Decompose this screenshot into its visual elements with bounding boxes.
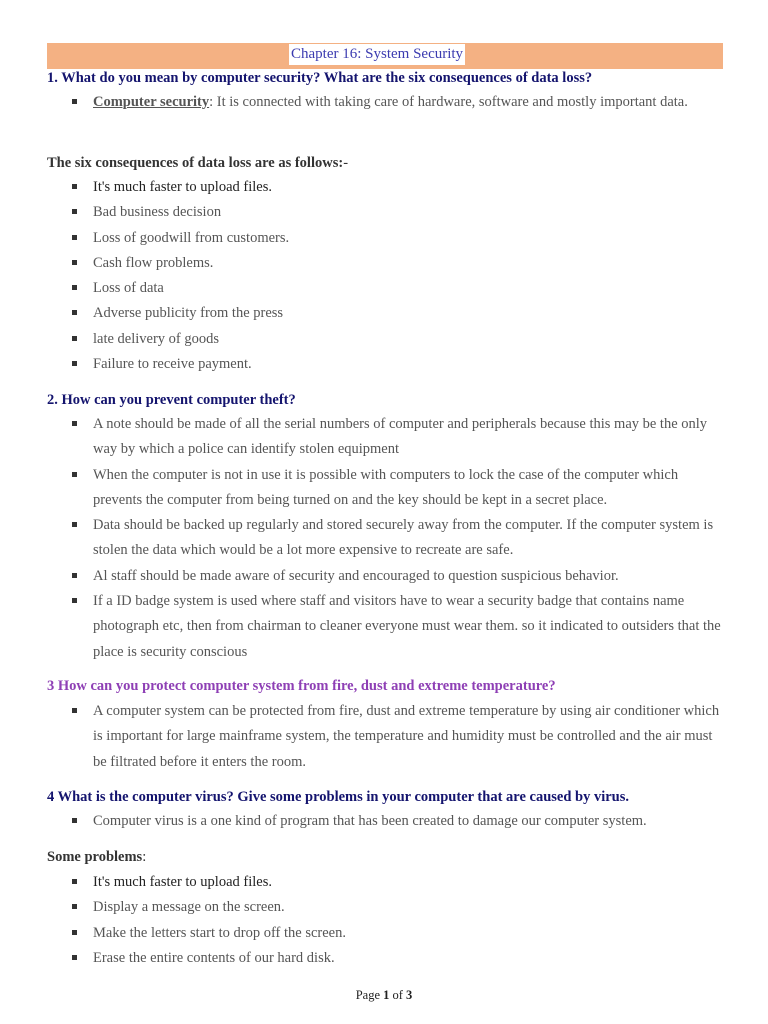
- question-2-list: [0, 412, 768, 665]
- list-item: A computer system can be protected from fire, dust and extreme temperature by using air conditioner which is important for large mainframe system, the temperature and humidity must be controlled and the air must be filtrated before it enters the room.: [0, 699, 768, 775]
- consequences-heading: [47, 155, 348, 172]
- definition-term: Computer security: [93, 94, 210, 110]
- question-4-list: [0, 809, 768, 834]
- list-item: Make the letters start to drop off the screen.: [0, 921, 768, 946]
- list-item: Bad business decision: [0, 200, 768, 225]
- list-item: When the computer is not in use it is possible with computers to lock the case of the computer which prevents the computer from being turned on and the key should be kept in a secret place.: [0, 463, 768, 514]
- list-item: Al staff should be made aware of security and encouraged to question suspicious behavior.: [0, 564, 768, 589]
- list-item: Loss of goodwill from customers.: [0, 226, 768, 251]
- question-1-list: [0, 90, 768, 115]
- definition-text: : It is connected with taking care of hardware, software and mostly important data.: [209, 94, 688, 110]
- list-item: Erase the entire contents of our hard disk.: [0, 946, 768, 971]
- list-item: late delivery of goods: [0, 327, 768, 352]
- footer-page-total: 3: [406, 988, 413, 1002]
- question-3-list: [0, 699, 768, 775]
- page-footer: [0, 988, 768, 1003]
- consequences-heading-tail: -: [343, 155, 349, 171]
- consequences-list: [0, 175, 768, 377]
- problems-heading: [47, 849, 146, 866]
- footer-page-word: Page: [355, 988, 380, 1002]
- problems-heading-text: Some problems: [47, 849, 143, 865]
- problems-heading-tail: :: [142, 849, 147, 865]
- list-item: Loss of data: [0, 276, 768, 301]
- list-item: Computer virus is a one kind of program that has been created to damage our computer system.: [0, 809, 768, 834]
- list-item: Cash flow problems.: [0, 251, 768, 276]
- list-item: [0, 90, 768, 115]
- problems-list: [0, 870, 768, 971]
- list-item: Failure to receive payment.: [0, 352, 768, 377]
- list-item: A note should be made of all the serial numbers of computer and peripherals because this may be the only way by which a police can identify stolen equipment: [0, 412, 768, 463]
- list-item: Display a message on the screen.: [0, 895, 768, 920]
- chapter-title: Chapter 16: System Security: [289, 44, 465, 65]
- list-item: Adverse publicity from the press: [0, 301, 768, 326]
- question-2-heading: 2. How can you prevent computer theft?: [47, 392, 296, 408]
- question-1-heading: 1. What do you mean by computer security? What are the six consequences of data loss?: [47, 70, 593, 86]
- question-3-heading: 3 How can you protect computer system from fire, dust and extreme temperature?: [47, 678, 556, 694]
- footer-of-word: of: [392, 988, 403, 1002]
- footer-page-current: 1: [383, 988, 390, 1002]
- list-item: Data should be backed up regularly and stored securely away from the computer. If the computer system is stolen the data which would be a lot more expensive to recreate are safe.: [0, 513, 768, 564]
- question-4-heading: 4 What is the computer virus? Give some problems in your computer that are caused by virus.: [47, 789, 630, 805]
- list-item: It's much faster to upload files.: [0, 870, 768, 895]
- list-item: It's much faster to upload files.: [0, 175, 768, 200]
- list-item: If a ID badge system is used where staff and visitors have to wear a security badge that contains name photograph etc, then from chairman to cleaner everyone must wear them. so it indicated to outsiders that the place is security conscious: [0, 589, 768, 665]
- consequences-heading-text: The six consequences of data loss are as follows:: [47, 155, 344, 171]
